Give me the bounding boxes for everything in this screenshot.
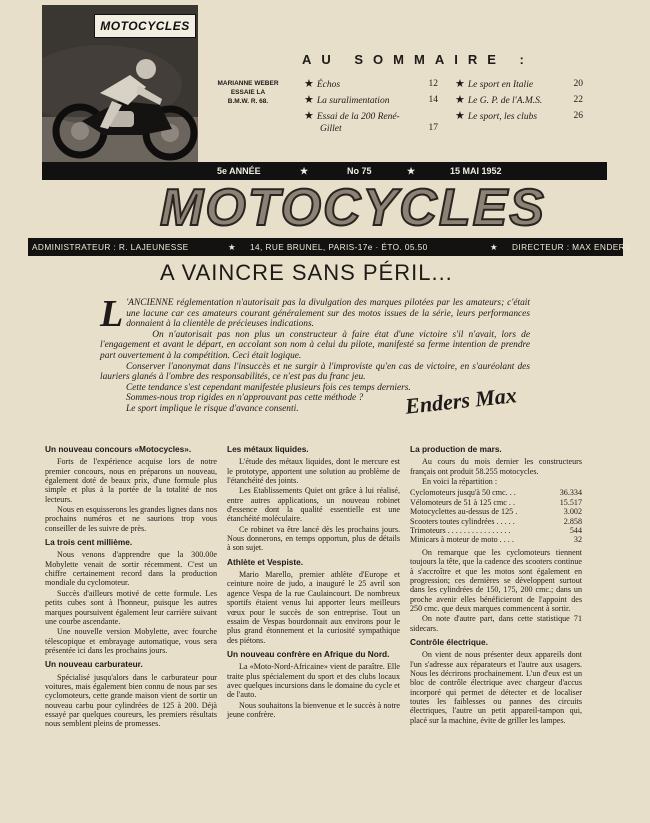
paragraph: L'étude des métaux liquides, dont le mercure est le prototype, apportent une solution au problème de l'étanchéité des joints. [227,457,400,486]
toc-page: 12 [428,79,438,89]
issue-number: No 75 [347,166,372,176]
table-row: Trimoteurs . . . . . . . . . . . . . . . . 544 [410,526,582,535]
paragraph: Une nouvelle version Mobylette, avec fourche télescopique et embrayage automatique, vous sera présentée ici dans les prochains jours. [45,627,217,655]
paragraph: Ce robinet va être lancé dès les prochains jours. Nous donnerons, en temps opportun, plus de détails à son sujet. [227,524,400,553]
admin-address: 14, RUE BRUNEL, PARIS-17e · ÉTO. 05.50 [250,242,428,252]
section-title: Les métaux liquides. [227,444,309,454]
paragraph: En voici la répartition : [422,477,498,487]
admin-bar [28,238,631,256]
issue-bar [42,162,607,180]
star-icon: ★ [455,94,465,106]
section-title: La production de mars. [410,444,502,454]
section-title: La trois cent millième. [45,537,133,548]
production-table [410,488,582,544]
admin-director: DIRECTEUR : MAX ENDERS [512,242,631,252]
paragraph: Au cours du mois dernier les constructeurs français ont produit 58.255 motocycles. [410,457,582,476]
toc-label-continued: Gillet [320,124,342,134]
toc-column-left [304,78,438,136]
toc-item[interactable] [455,94,583,110]
toc-item[interactable] [304,110,438,136]
star-icon: ★ [304,94,314,106]
paragraph: Nous venons d'apprendre que la 300.00e Mobylette venait de sortir récemment. C'est un chiffre certainement record dans la production mondiale du cyclomoteur. [45,550,217,588]
toc-label: Le sport en Italie [467,80,534,90]
table-row: Vélomoteurs de 51 à 125 cmc . . 15.517 [410,497,582,507]
toc-item[interactable] [455,78,583,94]
paragraph: On vient de nous présenter deux appareils dont l'un s'adresse aux réparateurs et l'autre aux usagers. Nous les décrirons prochainement. L'un d'eux est un bloc de contrôle électrique avec chargeur d'accus incorporé qui permet de détecter et de localiser toutes les faiblesses ou pannes des circuits électriques, l'autre un petit appareil-tampon qui, placé sur la machine, évite de griller les lampes. [410,650,582,725]
paragraph: On remarque que les cyclomoteurs tiennent toujours la tête, que la cadence des scooters continue à s'accroître et que les motos sont également en progression; ces dernières se développent surtout dans les cylindrées de 150, 175, 200 cmc.; dans un proche avenir elles bénéficieront de l'appoint des 250 cmc. que deux marques commencent à sortir. [410,547,582,613]
paragraph: Nous en esquisserons les grandes lignes dans nos prochains numéros et ne saurions trop vous conseiller de les suivre de près. [45,505,217,533]
paragraph: Les Etablissements Quiet ont grâce à lui réalisé, entre autres applications, un nouveau robinet d'essence dont la qualité essentielle est une étanchéité moléculaire. [227,486,400,524]
issue-date: 15 MAI 1952 [450,166,502,176]
paragraph: Nous souhaitons la bienvenue et le succès à notre jeune confrère. [227,700,400,719]
toc-item[interactable] [304,78,438,94]
caption-line: ESSAIE LA [230,89,266,96]
caption-line: MARIANNE WEBER [217,80,279,87]
star-icon: ★ [228,242,236,252]
toc-label: Échos [316,80,341,90]
paragraph: Succès d'ailleurs motivé de cette formule. Les petits cubes sont à l'honneur, puisque les autres marques poursuivent également leur carrière suivant une courbe ascendante. [45,588,217,626]
toc-label: Essai de la 200 René- [316,112,400,122]
paragraph: On note d'autre part, dans cette statistique 71 sidecars. [410,614,582,633]
paragraph: Forts de l'expérience acquise lors de notre premier concours, nous en préparons un nouveau, également doté de beaux prix, d'une formule plus simple et plus à la portée de la totalité de nos lecteurs. [45,457,217,504]
section-title: Un nouveau confrère en Afrique du Nord. [227,648,390,659]
masthead-logo: MOTOCYCLES [160,179,546,237]
issue-year: 5e ANNÉE [217,166,261,176]
section-title: Athlète et Vespiste. [227,556,304,567]
toc-label: Le sport, les clubs [467,112,538,122]
intro-paragraph: L 'ANCIENNE réglementation n'autorisait pas la divulgation des marques pilotées par les amateurs; c'était une lacune car ces amateurs courant généralement sur des motos issues de la série, leurs performances donnaient à la clientèle de précieuses indications. [100,293,530,335]
star-icon: ★ [304,110,314,122]
toc-page: 22 [573,95,583,105]
admin-name: ADMINISTRATEUR : R. LAJEUNESSE [32,242,189,252]
editor-signature: Enders Max [403,382,518,419]
paragraph: Mario Marello, premier athlète d'Europe et ceinture noire de judo, a inauguré le 25 avril son agence Vespa de la rue Caulaincourt. De nombreux sportifs étaient venus lui apporter leurs meilleurs vœux pour le succès de son entreprise. Tout un essaim de Vespas bourdonnait aux environs pour le plus grand étonnement et la curiosité sympathique des piétons. [227,570,400,645]
star-icon: ★ [490,242,498,252]
intro-paragraph: Conserver l'anonymat dans l'insuccès et ne surgir à l'improviste qu'en cas de victoire, en s'auréolant des lauriers glanés à l'ombre des responsabilités, ce n'est pas du franc jeu. [100,361,530,383]
column-middle [227,445,400,720]
star-icon: ★ [455,110,465,122]
toc-page: 14 [428,95,438,105]
star-icon: ★ [300,166,309,176]
cover-caption [203,79,293,106]
toc-label: La suralimentation [316,96,390,106]
table-row: Motocyclettes au-dessus de 125 . 3.002 [410,507,582,517]
intro-paragraph: Sommes-nous trop rigides en n'approuvant pas cette méthode ? [126,393,364,404]
cover-photo [42,5,198,165]
headline: A VAINCRE SANS PÉRIL... [160,260,453,285]
toc-item[interactable] [304,94,438,110]
section-title: Contrôle électrique. [410,636,488,647]
toc-label: Le G. P. de l'A.M.S. [467,96,543,106]
intro-paragraph: Le sport implique le risque d'avance consenti. [126,403,299,414]
toc-page: 17 [428,123,438,133]
table-row: Cyclomoteurs jusqu'à 50 cmc. . . 36.334 [410,488,582,498]
cover-logo: MOTOCYCLES [94,14,196,38]
sommaire-title: AU SOMMAIRE : [302,52,534,67]
paragraph: La «Moto-Nord-Africaine» vient de paraître. Elle traite plus spécialement du sport et des clubs locaux avec quelques incursions dans le domaine du cycle et de l'auto. [227,662,400,700]
table-row: Minicars à moteur de moto . . . . 32 [410,535,582,545]
intro-paragraph: On n'autorisait pas non plus un constructeur à faire état d'une victoire s'il n'avait, lors de l'engagement et avant le départ, en accolant son nom à celui du pilote, manifesté sa ferme intention de prendre part ouvertement à la compétition. Ceci était logique. [100,329,530,361]
toc-page: 26 [573,111,583,121]
caption-line: B.M.W. R. 68. [227,98,269,105]
star-icon: ★ [455,78,465,90]
drop-cap: L [100,293,124,335]
intro-paragraph: Cette tendance s'est cependant manifestée plusieurs fois ces temps derniers. [126,382,411,393]
toc-item[interactable] [455,110,583,126]
section-title: Un nouveau concours «Motocycles». [45,444,192,454]
table-row: Scooters toutes cylindrées . . . . . 2.858 [410,516,582,526]
star-icon: ★ [304,78,314,90]
toc-column-right [455,78,583,126]
paragraph: Spécialisé jusqu'alors dans le carburateur pour voitures, mais également bien connu de nous par ses cyclomoteurs, cette grande maison vient de sortir un nouveau carbu pour cylindrées de 125 à 200. Déjà essayé par quelques coureurs, les premiers résultats nous semblent pleins de promesses. [45,672,217,729]
section-title: Un nouveau carburateur. [45,659,143,670]
star-icon: ★ [407,166,416,176]
toc-page: 20 [573,79,583,89]
masthead [160,179,546,237]
column-right [410,445,582,726]
column-left [45,445,217,730]
